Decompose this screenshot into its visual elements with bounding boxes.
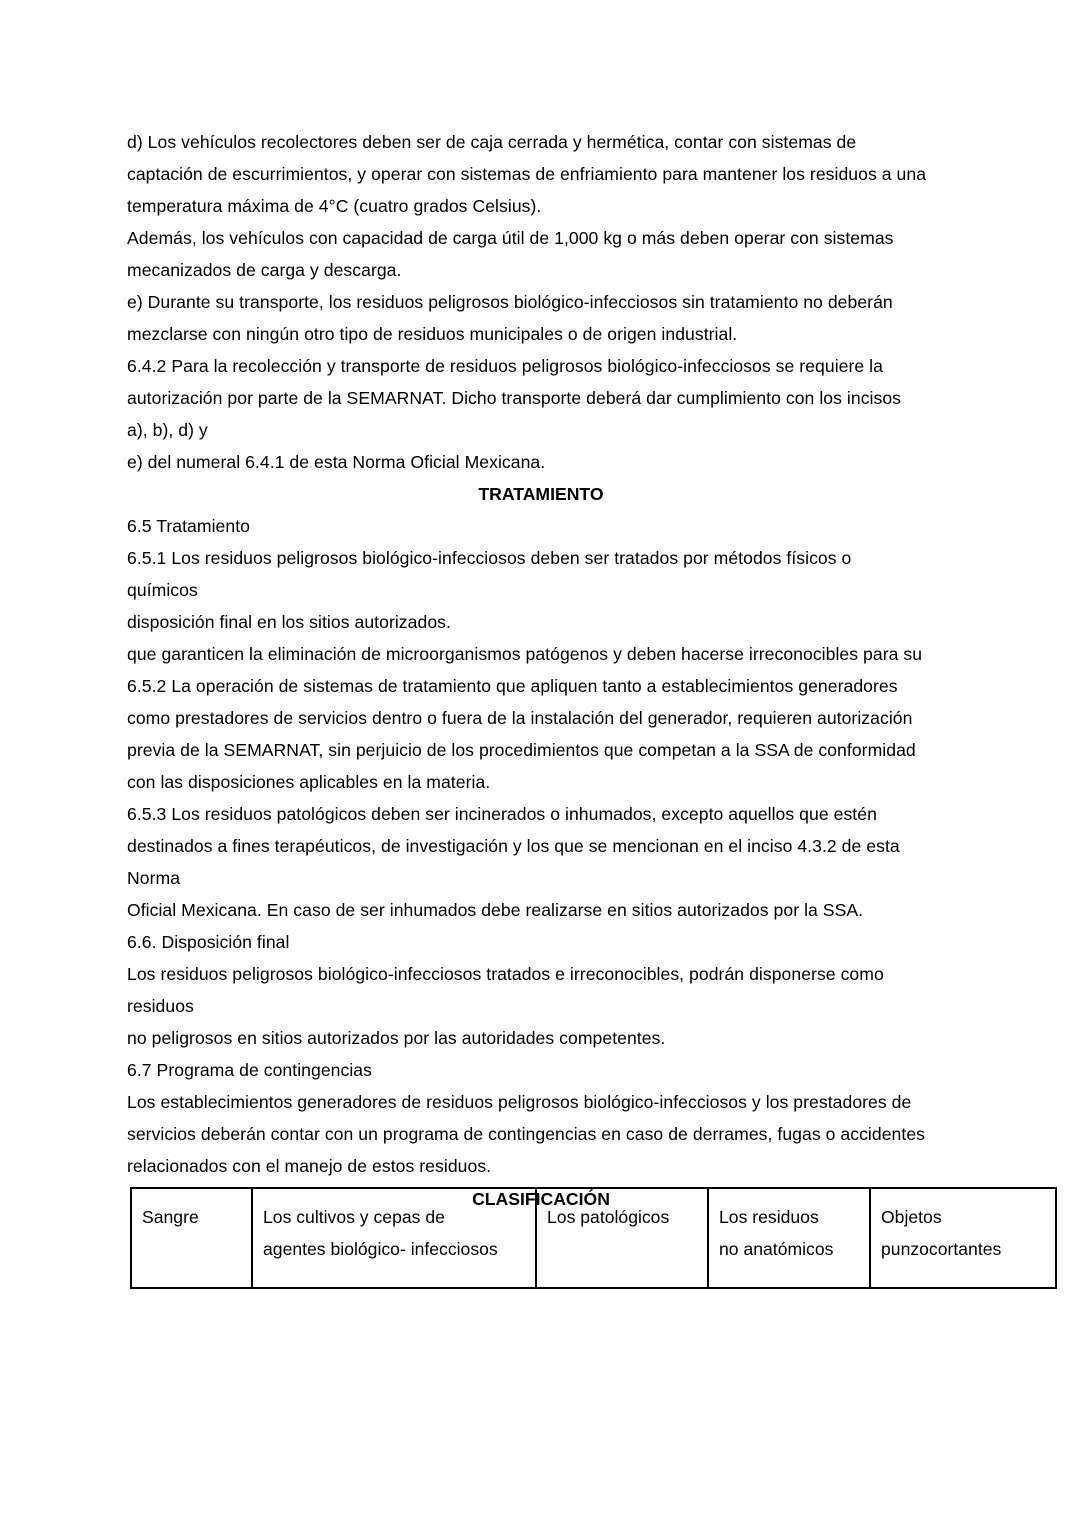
body-line: como prestadores de servicios dentro o fuera de la instalación del generador, requieren autorización — [127, 708, 913, 728]
body-line: temperatura máxima de 4°C (cuatro grados Celsius). — [127, 196, 542, 216]
table-cell-line: Objetos — [881, 1207, 942, 1227]
body-line: 6.5.2 La operación de sistemas de tratamiento que apliquen tanto a establecimientos generadores — [127, 676, 898, 696]
table-cell-line: punzocortantes — [881, 1239, 1002, 1259]
body-line: e) Durante su transporte, los residuos peligrosos biológico-infecciosos sin tratamiento no deberán — [127, 292, 893, 312]
table-cell-line: no anatómicos — [719, 1239, 834, 1259]
body-line: relacionados con el manejo de estos residuos. — [127, 1156, 492, 1176]
body-line: 6.4.2 Para la recolección y transporte de residuos peligrosos biológico-infecciosos se requiere la — [127, 356, 883, 376]
body-line: previa de la SEMARNAT, sin perjuicio de los procedimientos que competan a la SSA de conformidad — [127, 740, 916, 760]
body-line: 6.5.3 Los residuos patológicos deben ser incinerados o inhumados, excepto aquellos que estén — [127, 804, 877, 824]
body-line: residuos — [127, 996, 194, 1016]
body-line: a), b), d) y — [127, 420, 208, 440]
body-line: Oficial Mexicana. En caso de ser inhumados debe realizarse en sitios autorizados por la SSA. — [127, 900, 864, 920]
classification-table-wrapper — [130, 1187, 1002, 1289]
body-line: Los residuos peligrosos biológico-infecciosos tratados e irreconocibles, podrán disponerse como — [127, 964, 884, 984]
table-cell-line: Sangre — [142, 1207, 199, 1227]
classification-table — [130, 1187, 1057, 1289]
table-cell-patologicos — [536, 1188, 708, 1288]
table-cell-sangre — [131, 1188, 252, 1288]
paragraph-block-transporte — [127, 126, 955, 478]
body-line: 6.7 Programa de contingencias — [127, 1060, 372, 1080]
table-cell-line: Los residuos — [719, 1207, 819, 1227]
body-line: 6.6. Disposición final — [127, 932, 290, 952]
body-line: Norma — [127, 868, 181, 888]
section-heading-tratamiento: TRATAMIENTO — [478, 484, 604, 504]
table-row — [131, 1188, 1056, 1288]
body-line: químicos — [127, 580, 198, 600]
body-line: disposición final en los sitios autorizados. — [127, 612, 451, 632]
body-line: Los establecimientos generadores de residuos peligrosos biológico-infecciosos y los prestadores de — [127, 1092, 912, 1112]
table-cell-line: agentes biológico- infecciosos — [263, 1239, 498, 1259]
body-line: Además, los vehículos con capacidad de carga útil de 1,000 kg o más deben operar con sistemas — [127, 228, 894, 248]
body-line: que garanticen la eliminación de microorganismos patógenos y deben hacerse irreconocibles para su — [127, 644, 923, 664]
body-line: d) Los vehículos recolectores deben ser de caja cerrada y hermética, contar con sistemas de — [127, 132, 857, 152]
body-line: captación de escurrimientos, y operar con sistemas de enfriamiento para mantener los residuos a una — [127, 164, 927, 184]
document-body — [127, 126, 955, 1215]
section-heading-clasificacion: CLASIFICACIÓN — [472, 1189, 610, 1209]
table-cell-objetos-punzocortantes — [870, 1188, 1056, 1288]
body-line: 6.5.1 Los residuos peligrosos biológico-infecciosos deben ser tratados por métodos físicos o — [127, 548, 852, 568]
body-line: servicios deberán contar con un programa de contingencias en caso de derrames, fugas o accidentes — [127, 1124, 926, 1144]
body-line: mezclarse con ningún otro tipo de residuos municipales o de origen industrial. — [127, 324, 738, 344]
body-line: con las disposiciones aplicables en la materia. — [127, 772, 491, 792]
table-cell-line: Los cultivos y cepas de — [263, 1207, 445, 1227]
body-line: destinados a fines terapéuticos, de investigación y los que se mencionan en el inciso 4.3.2 de esta — [127, 836, 900, 856]
body-line: no peligrosos en sitios autorizados por las autoridades competentes. — [127, 1028, 666, 1048]
body-line: e) del numeral 6.4.1 de esta Norma Oficial Mexicana. — [127, 452, 546, 472]
paragraph-block-tratamiento — [127, 510, 955, 1182]
body-line: autorización por parte de la SEMARNAT. Dicho transporte deberá dar cumplimiento con los incisos — [127, 388, 902, 408]
table-cell-residuos-no-anatomicos — [708, 1188, 870, 1288]
table-cell-cultivos — [252, 1188, 536, 1288]
body-line: 6.5 Tratamiento — [127, 516, 250, 536]
body-line: mecanizados de carga y descarga. — [127, 260, 402, 280]
table-cell-line: Los patológicos — [547, 1207, 670, 1227]
